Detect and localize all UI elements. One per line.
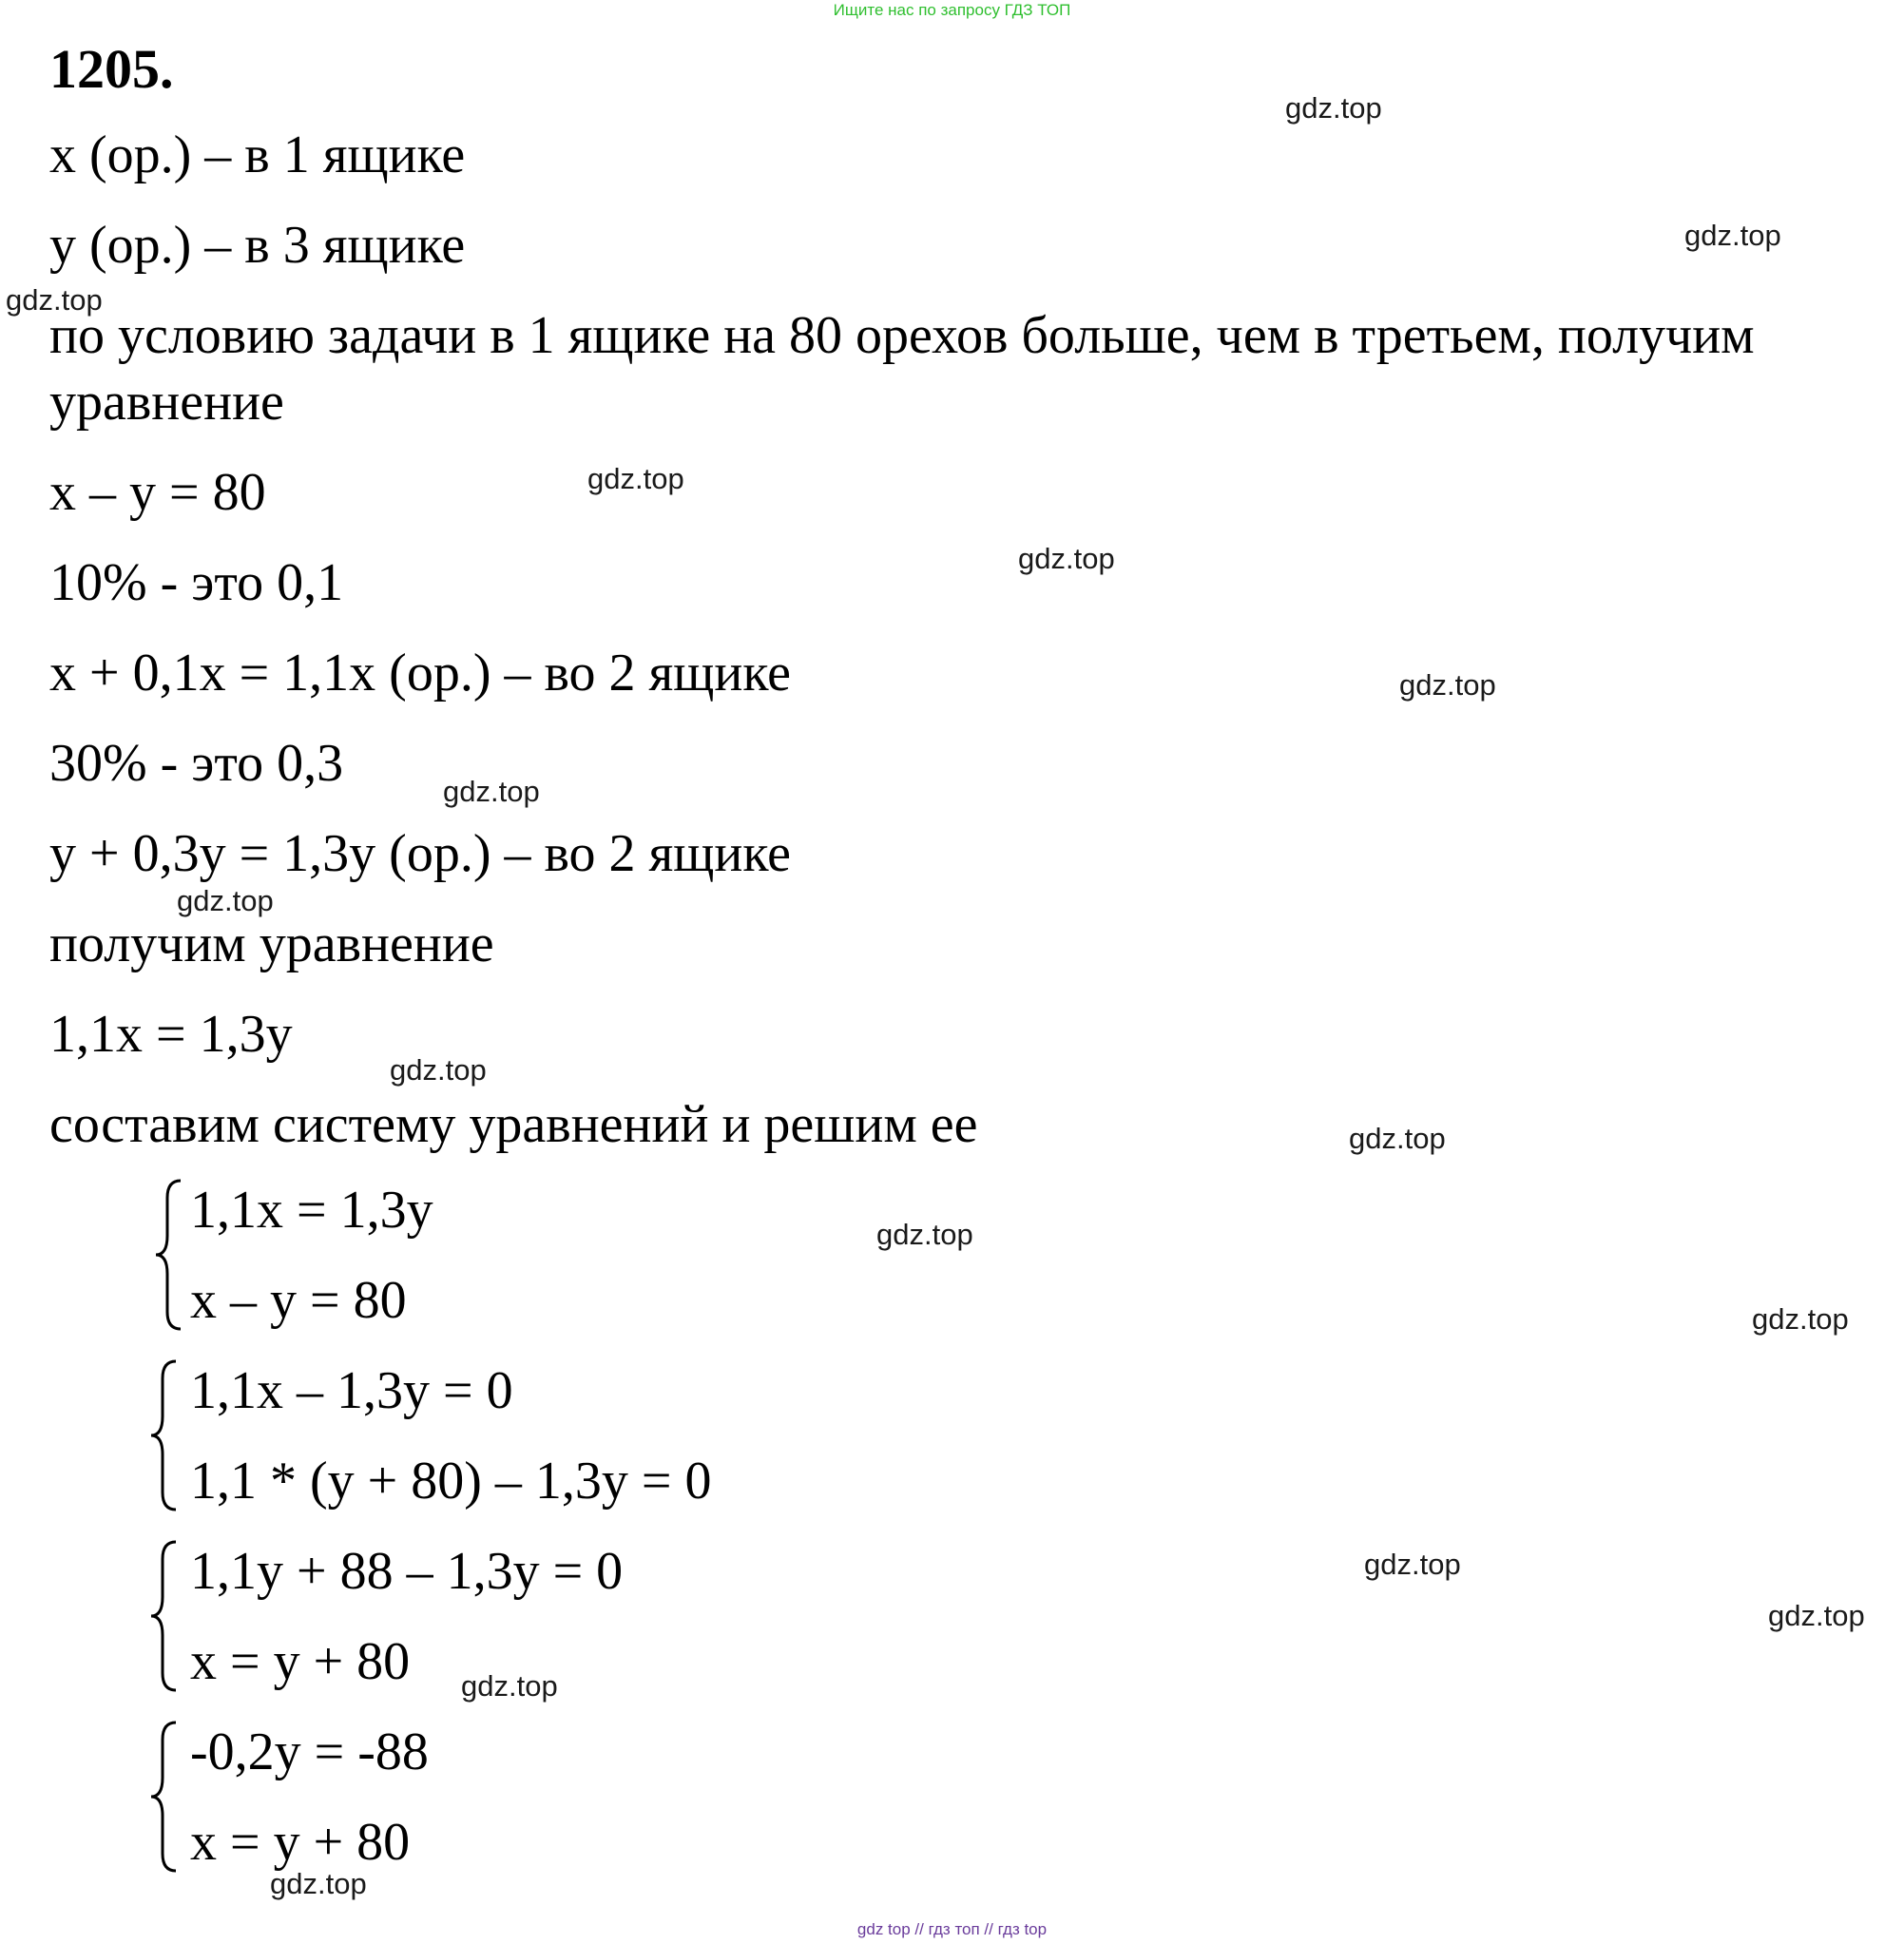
watermark: gdz.top: [1285, 91, 1382, 125]
system-equation: x = y + 80: [190, 1632, 411, 1691]
watermark: gdz.top: [443, 775, 540, 808]
watermark: gdz.top: [390, 1053, 487, 1087]
text-line: по условию задачи в 1 ящике на 80 орехов больше, чем в третьем, получим: [49, 306, 1755, 365]
brace-icon: [147, 1721, 185, 1873]
text-line: 30% - это 0,3: [49, 734, 344, 793]
watermark: gdz.top: [1399, 668, 1496, 702]
watermark: gdz.top: [1684, 219, 1781, 252]
watermark: gdz.top: [1349, 1122, 1446, 1155]
footer-links: gdz top // гдз топ // гдз top: [856, 1920, 1048, 1938]
watermark: gdz.top: [876, 1218, 973, 1251]
problem-number: 1205.: [49, 38, 174, 100]
system-equation: 1,1x – 1,3y = 0: [190, 1361, 513, 1420]
watermark: gdz.top: [461, 1669, 558, 1703]
brace-icon: [152, 1179, 190, 1331]
text-line: x (ор.) – в 1 ящике: [49, 125, 466, 184]
equation-line: x – y = 80: [49, 463, 266, 522]
brace-icon: [147, 1540, 185, 1692]
system-equation: 1,1 * (y + 80) – 1,3y = 0: [190, 1452, 712, 1511]
text-line: y (ор.) – в 3 ящике: [49, 216, 466, 275]
watermark: gdz.top: [1768, 1599, 1865, 1632]
watermark: gdz.top: [1018, 542, 1115, 575]
system-equation: x – y = 80: [190, 1271, 407, 1330]
equation-line: y + 0,3y = 1,3y (ор.) – во 2 ящике: [49, 824, 792, 883]
watermark: gdz.top: [587, 462, 684, 495]
system-equation: 1,1x = 1,3y: [190, 1181, 433, 1240]
top-banner: Ищите нас по запросу ГДЗ ТОП: [833, 1, 1071, 19]
equation-line: 1,1x = 1,3y: [49, 1005, 293, 1064]
watermark: gdz.top: [1752, 1302, 1849, 1336]
watermark: gdz.top: [1364, 1548, 1461, 1581]
equation-line: x + 0,1x = 1,1x (ор.) – во 2 ящике: [49, 644, 792, 703]
text-line: составим систему уравнений и решим ее: [49, 1095, 978, 1154]
text-line: уравнение: [49, 373, 284, 432]
system-equation: x = y + 80: [190, 1813, 411, 1872]
watermark: gdz.top: [6, 283, 103, 317]
text-line: получим уравнение: [49, 914, 494, 973]
text-line: 10% - это 0,1: [49, 553, 344, 612]
brace-icon: [147, 1359, 185, 1511]
system-equation: -0,2y = -88: [190, 1723, 429, 1781]
system-equation: 1,1y + 88 – 1,3y = 0: [190, 1542, 624, 1601]
watermark: gdz.top: [177, 884, 274, 917]
watermark: gdz.top: [270, 1867, 367, 1900]
